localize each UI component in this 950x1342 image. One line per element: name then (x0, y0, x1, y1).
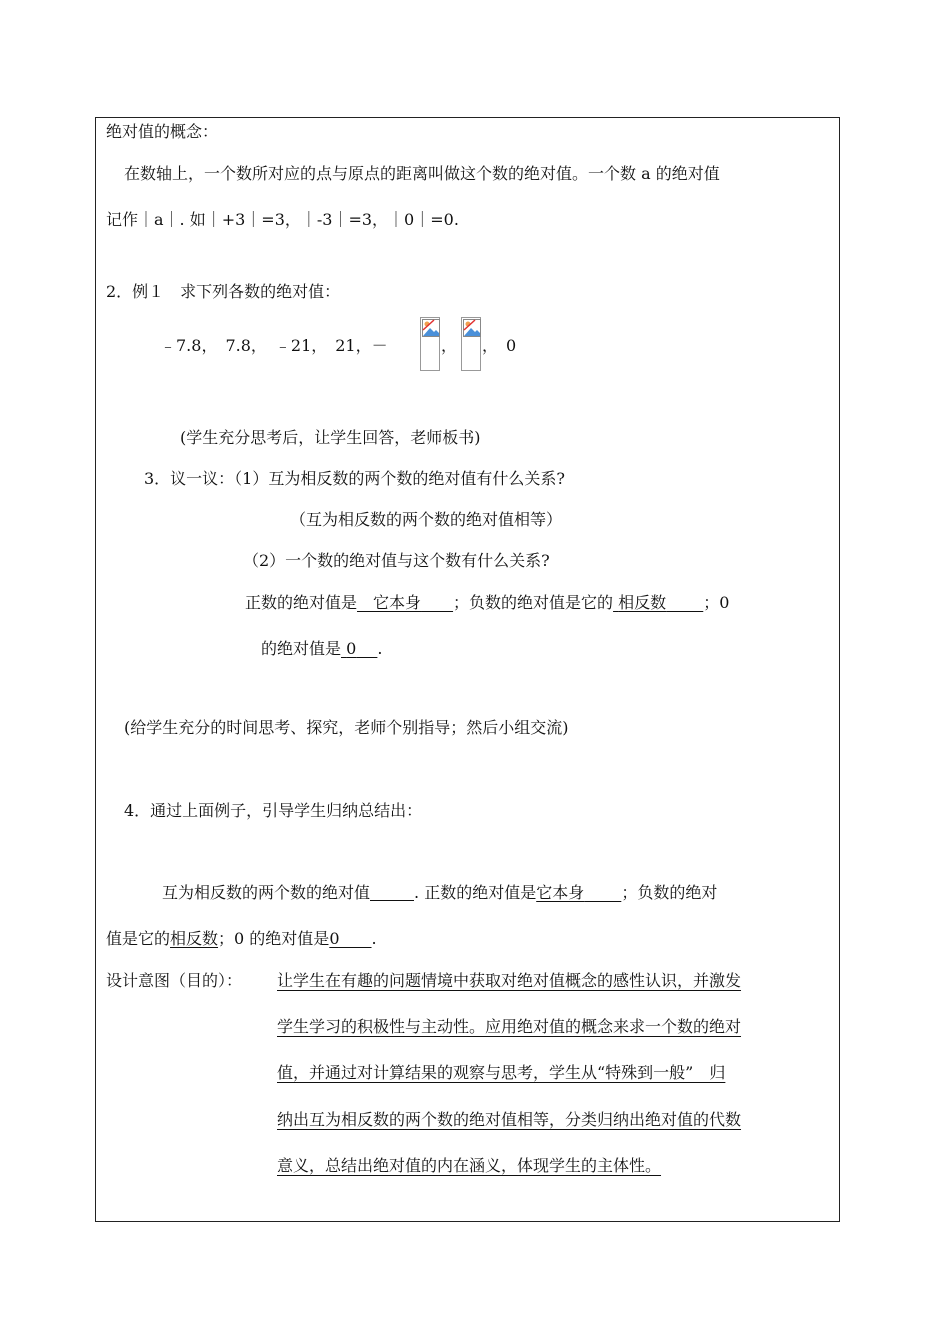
a2-answer-2: 相反数 (618, 593, 667, 612)
broken-image-icon (463, 319, 481, 337)
fraction-image-placeholder-2 (461, 317, 481, 371)
a2-answer-3: 0 (346, 639, 357, 658)
design-line: 意义，总结出绝对值的内在涵义，体现学生的主体性。 (277, 1156, 662, 1175)
summary-answer-2: 相反数 (170, 929, 219, 948)
concept-line-2: 记作｜a｜. 如｜+3｜=3，｜-3｜=3，｜0｜=0. (106, 210, 459, 229)
design-line: 值，并通过对计算结果的观察与思考，学生从“特殊到一般” 归 (277, 1063, 726, 1082)
discuss-question-2: （2）一个数的绝对值与这个数有什么关系? (243, 551, 550, 570)
summary-line-1: 互为相反数的两个数的绝对值 . 正数的绝对值是它本身 ；负数的绝对 (162, 883, 718, 902)
discuss-answer-1: （互为相反数的两个数的绝对值相等） (290, 510, 563, 529)
summary-answer-3: 0 (329, 929, 340, 948)
activity-note: (给学生充分的时间思考、探究，老师个别指导；然后小组交流) (124, 718, 569, 737)
example-numbers: ﹣7.8， 7.8， ﹣21， 21，－ (160, 336, 388, 355)
summary-line-2: 值是它的相反数；0 的绝对值是0 . (106, 929, 377, 948)
example-comma-1: ， (441, 336, 458, 355)
concept-line-1: 在数轴上，一个数所对应的点与原点的距离叫做这个数的绝对值。一个数 a 的绝对值 (124, 164, 720, 183)
summary-answer-1: 它本身 (536, 883, 585, 902)
example-note: (学生充分思考后，让学生回答，老师板书) (180, 428, 481, 447)
summary-title: 4．通过上面例子，引导学生归纳总结出： (124, 801, 423, 820)
discuss-answer-2-line-1 (245, 592, 729, 614)
a2-answer-1: 它本身 (357, 593, 422, 612)
concept-heading: 绝对值的概念： (106, 122, 219, 141)
fraction-image-placeholder-1 (420, 317, 440, 371)
broken-image-icon (422, 319, 440, 337)
design-line: 让学生在有趣的问题情境中获取对绝对值概念的感性认识，并激发 (277, 971, 742, 990)
design-line: 纳出互为相反数的两个数的绝对值相等，分类归纳出绝对值的代数 (277, 1110, 742, 1129)
a2-text-1: 正数的绝对值是 (245, 593, 358, 612)
summary-blank (370, 884, 414, 901)
design-line: 学生学习的积极性与主动性。应用绝对值的概念来求一个数的绝对 (277, 1017, 742, 1036)
a2-text-2: ；负数的绝对值是它的 (453, 593, 614, 612)
example-comma-2: ， 0 (482, 336, 517, 355)
a2-text-3: ；0 (703, 593, 730, 612)
example-title: 2．例１ 求下列各数的绝对值： (106, 282, 341, 301)
design-label: 设计意图（目的）： (106, 971, 243, 990)
discuss-question-1: 3．议一议：（1）互为相反数的两个数的绝对值有什么关系? (144, 469, 565, 488)
discuss-answer-2-line-2: 的绝对值是 0 . (261, 639, 383, 658)
